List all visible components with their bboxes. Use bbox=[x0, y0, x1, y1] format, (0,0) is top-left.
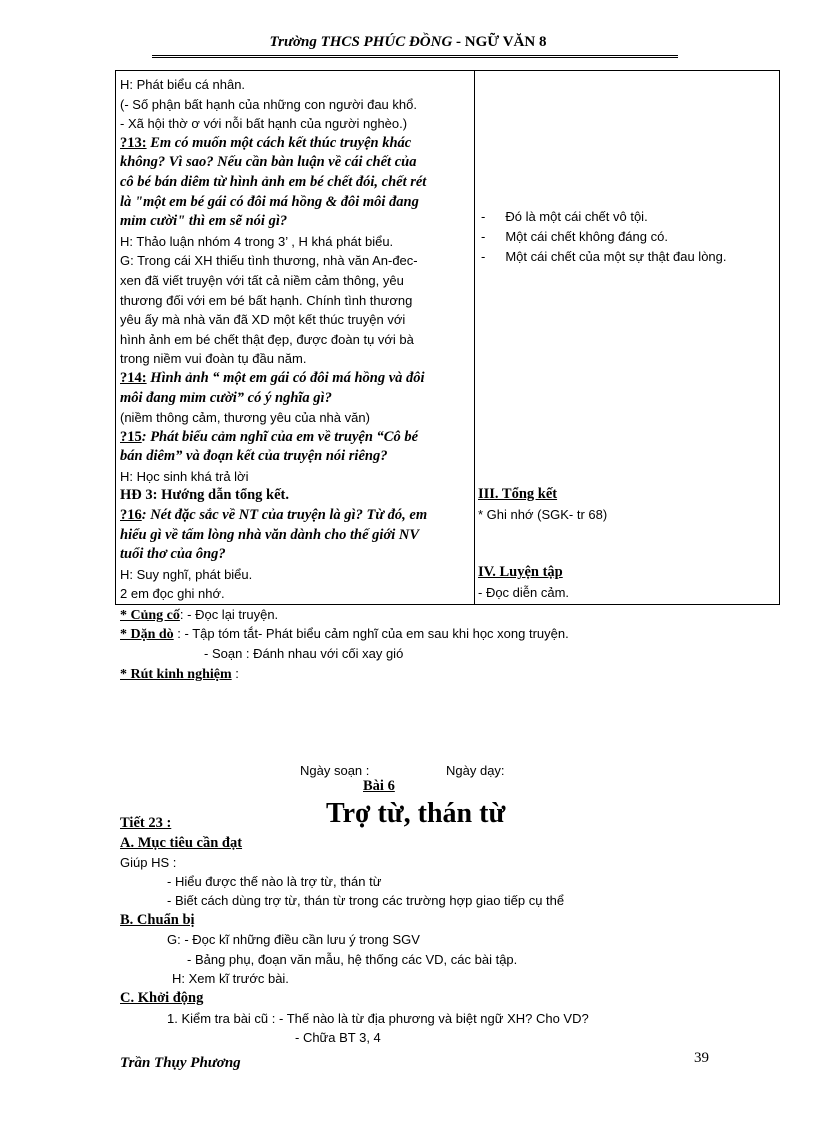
teacher-student-column bbox=[116, 71, 475, 605]
line: tuổi thơ của ông? bbox=[120, 546, 226, 563]
line: - Biết cách dùng trợ từ, thán từ trong các trường hợp giao tiếp cụ thể bbox=[167, 893, 565, 908]
line: H: Học sinh khá trả lời bbox=[120, 468, 249, 484]
bullet-item: - Đó là một cái chết vô tội. bbox=[481, 209, 648, 224]
line: xen đã viết truyện với tất cả niềm cảm thông, yêu bbox=[120, 272, 404, 288]
line: G: - Đọc kĩ những điều cần lưu ý trong SGV bbox=[167, 932, 420, 947]
consolidate-line: * Củng cố: - Đọc lại truyện. bbox=[120, 607, 279, 623]
date-taught: Ngày dạy: bbox=[446, 763, 505, 778]
line: H: Thảo luận nhóm 4 trong 3’ , H khá phát biểu. bbox=[120, 233, 394, 249]
line: mỉm cười" thì em sẽ nói gì? bbox=[120, 213, 288, 230]
line: - Chữa BT 3, 4 bbox=[295, 1030, 381, 1045]
period-label: Tiết 23 : bbox=[120, 815, 172, 831]
bullet-item: - Một cái chết của một sự thật đau lòng. bbox=[481, 249, 727, 264]
section-b-heading: B. Chuẩn bị bbox=[120, 912, 195, 928]
question-14: ?14: Hình ảnh “ một em gái có đôi má hồng và đôi bbox=[120, 369, 425, 386]
line: không? Vì sao? Nếu cần bàn luận về cái chết của bbox=[120, 154, 417, 171]
line: - Hiểu được thế nào là trợ từ, thán từ bbox=[167, 874, 382, 889]
content-column bbox=[475, 71, 780, 605]
line: 2 em đọc ghi nhớ. bbox=[120, 586, 225, 602]
line: cô bé bán diêm từ hình ảnh em bé chết đói, chết rét bbox=[120, 173, 427, 190]
line: bán diêm” và đoạn kết của truyện nói riêng? bbox=[120, 448, 388, 465]
line: trong niềm vui đoàn tụ đầu năm. bbox=[120, 351, 307, 367]
line: là "một em bé gái có đôi má hồng & đôi môi đang bbox=[120, 193, 419, 210]
question-16: ?16: Nét đặc sắc về NT của truyện là gì? Từ đó, em bbox=[120, 507, 428, 524]
line: H: Phát biểu cá nhân. bbox=[120, 77, 246, 92]
line: (niềm thông cảm, thương yêu của nhà văn) bbox=[120, 410, 370, 426]
section-c-heading: C. Khởi động bbox=[120, 990, 204, 1006]
line: H: Suy nghĩ, phát biểu. bbox=[120, 566, 253, 582]
page-header bbox=[0, 34, 816, 51]
question-13: ?13: Em có muốn một cách kết thúc truyện khác bbox=[120, 134, 412, 151]
line: Giúp HS : bbox=[120, 855, 177, 870]
lesson-number: Bài 6 bbox=[363, 778, 395, 794]
date-prepared: Ngày soạn : bbox=[300, 763, 370, 778]
line: môi đang mỉm cười” có ý nghĩa gì? bbox=[120, 389, 332, 406]
line: - Bảng phụ, đoạn văn mẫu, hệ thống các VD, các bài tập. bbox=[187, 952, 518, 967]
lesson-table bbox=[115, 70, 780, 605]
practice-note: - Đọc diễn cảm. bbox=[478, 585, 570, 600]
line: H: Xem kĩ trước bài. bbox=[172, 971, 289, 986]
bullet-item: - Một cái chết không đáng có. bbox=[481, 229, 668, 244]
footer-author: Trần Thụy Phương bbox=[120, 1055, 241, 1071]
experience-line: * Rút kinh nghiệm : bbox=[120, 666, 239, 682]
section-iii-heading: III. Tổng kết bbox=[478, 486, 558, 502]
homework-line: * Dặn dò : - Tập tóm tắt- Phát biểu cảm nghĩ của em sau khi học xong truyện. bbox=[120, 626, 569, 642]
homework-line-2: - Soạn : Đánh nhau với cối xay gió bbox=[204, 646, 404, 661]
section-iv-heading: IV. Luyện tập bbox=[478, 564, 563, 580]
summary-note: * Ghi nhớ (SGK- tr 68) bbox=[478, 507, 608, 522]
line: yêu ấy mà nhà văn đã XD một kết thúc truyện với bbox=[120, 312, 406, 328]
section-a-heading: A. Mục tiêu cần đạt bbox=[120, 835, 243, 851]
header-subject: - NGỮ VĂN 8 bbox=[452, 34, 547, 50]
question-15: ?15: Phát biểu cảm nghĩ của em về truyện “Cô bé bbox=[120, 428, 419, 445]
header-rule bbox=[152, 55, 678, 58]
line: (- Số phận bất hạnh của những con người đau khổ. bbox=[120, 96, 417, 112]
line: hiểu gì về tấm lòng nhà văn dành cho thế giới NV bbox=[120, 526, 420, 543]
activity-3-heading: HĐ 3: Hướng dẫn tổng kết. bbox=[120, 487, 290, 504]
header-school: Trường THCS PHÚC ĐỒNG bbox=[269, 34, 453, 50]
line: thương đối với em bé bất hạnh. Chính tình thương bbox=[120, 292, 413, 308]
lesson-title: Trợ từ, thán từ bbox=[326, 798, 506, 829]
line: hình ảnh em bé chết thật đẹp, được đoàn tụ với bà bbox=[120, 331, 414, 347]
line: G: Trong cái XH thiếu tình thương, nhà văn An-đec- bbox=[120, 253, 418, 269]
page-number: 39 bbox=[694, 1050, 709, 1066]
line: - Xã hội thờ ơ với nỗi bất hạnh của người nghèo.) bbox=[120, 116, 408, 132]
line: 1. Kiểm tra bài cũ : - Thế nào là từ địa phương và biệt ngữ XH? Cho VD? bbox=[167, 1011, 589, 1026]
